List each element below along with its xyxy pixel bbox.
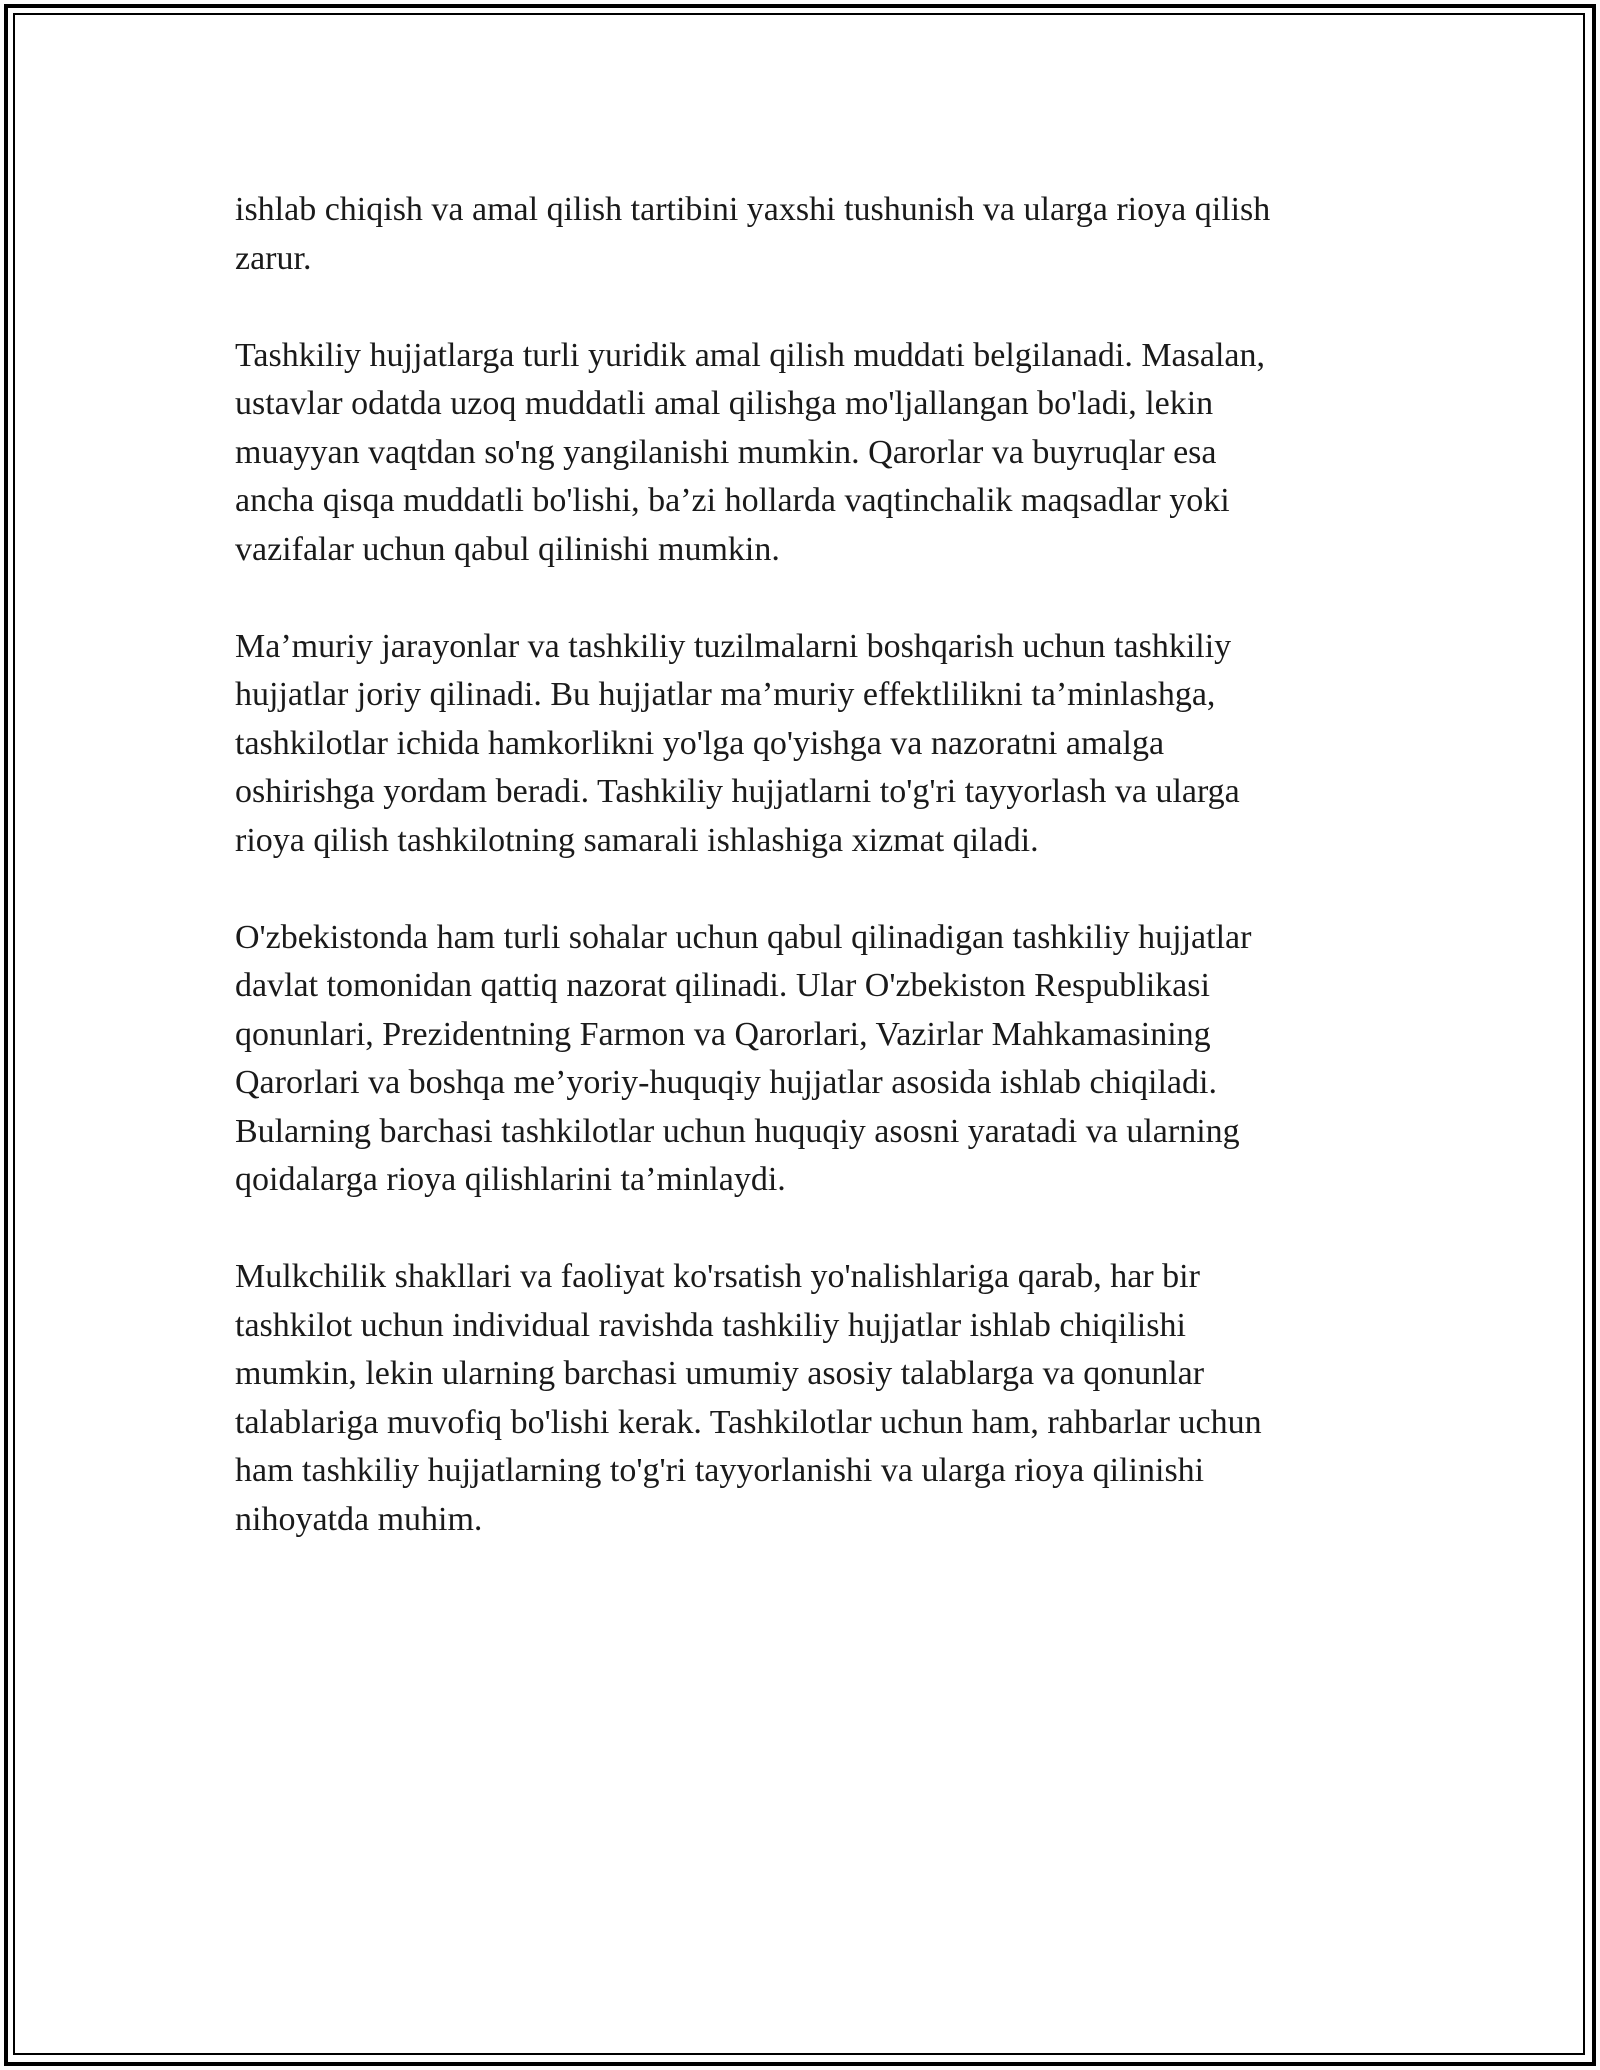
- text-line: tashkilot uchun individual ravishda tashkiliy hujjatlar ishlab chiqilishi: [235, 1306, 1186, 1344]
- text-line: hujjatlar joriy qilinadi. Bu hujjatlar ma’muriy effektlilikni ta’minlashga,: [235, 676, 1216, 713]
- text-line: nihoyatda muhim.: [235, 1500, 483, 1538]
- text-line: ustavlar odatda uzoq muddatli amal qilishga mo'ljallangan bo'ladi, lekin: [235, 385, 1214, 422]
- text-line: O'zbekistonda ham turli sohalar uchun qabul qilinadigan tashkiliy hujjatlar: [235, 918, 1252, 956]
- text-line: oshirishga yordam beradi. Tashkiliy hujjatlarni to'g'ri tayyorlash va ularga: [235, 773, 1240, 810]
- text-line: rioya qilish tashkilotning samarali ishlashiga xizmat qiladi.: [235, 821, 1039, 859]
- document-body: [235, 186, 1365, 1593]
- text-line: qonunlari, Prezidentning Farmon va Qarorlari, Vazirlar Mahkamasining: [235, 1015, 1211, 1053]
- paragraph-2: [235, 332, 1365, 575]
- text-line: talablariga muvofiq bo'lishi kerak. Tashkilotlar uchun ham, rahbarlar uchun: [235, 1403, 1262, 1441]
- text-line: Tashkiliy hujjatlarga turli yuridik amal qilish muddati belgilanadi. Masalan,: [235, 336, 1266, 374]
- text-line: tashkilotlar ichida hamkorlikni yo'lga qo'yishga va nazoratni amalga: [235, 724, 1165, 762]
- text-line: ancha qisqa muddatli bo'lishi, ba’zi hollarda vaqtinchalik maqsadlar yoki: [235, 482, 1230, 519]
- text-line: Ma’muriy jarayonlar va tashkiliy tuzilmalarni boshqarish uchun tashkiliy: [235, 627, 1232, 665]
- text-line: muayyan vaqtdan so'ng yangilanishi mumkin. Qarorlar va buyruqlar esa: [235, 433, 1217, 471]
- paragraph-4: [235, 914, 1365, 1205]
- paragraph-5: [235, 1253, 1365, 1544]
- text-line: ishlab chiqish va amal qilish tartibini yaxshi tushunish va ularga rioya qilish: [235, 191, 1271, 228]
- paragraph-3: [235, 623, 1365, 866]
- text-line: Bularning barchasi tashkilotlar uchun huquqiy asosni yaratadi va ularning: [235, 1112, 1240, 1150]
- text-line: ham tashkiliy hujjatlarning to'g'ri tayyorlanishi va ularga rioya qilinishi: [235, 1452, 1205, 1489]
- paragraph-1: [235, 186, 1365, 283]
- text-line: Mulkchilik shakllari va faoliyat ko'rsatish yo'nalishlariga qarab, har bir: [235, 1258, 1200, 1295]
- text-line: vazifalar uchun qabul qilinishi mumkin.: [235, 530, 780, 568]
- text-line: davlat tomonidan qattiq nazorat qilinadi. Ular O'zbekiston Respublikasi: [235, 967, 1210, 1004]
- text-line: mumkin, lekin ularning barchasi umumiy asosiy talablarga va qonunlar: [235, 1355, 1205, 1392]
- text-line: qoidalarga rioya qilishlarini ta’minlaydi.: [235, 1161, 786, 1198]
- text-line: zarur.: [235, 239, 312, 277]
- text-line: Qarorlari va boshqa me’yoriy-huquqiy hujjatlar asosida ishlab chiqiladi.: [235, 1064, 1217, 1101]
